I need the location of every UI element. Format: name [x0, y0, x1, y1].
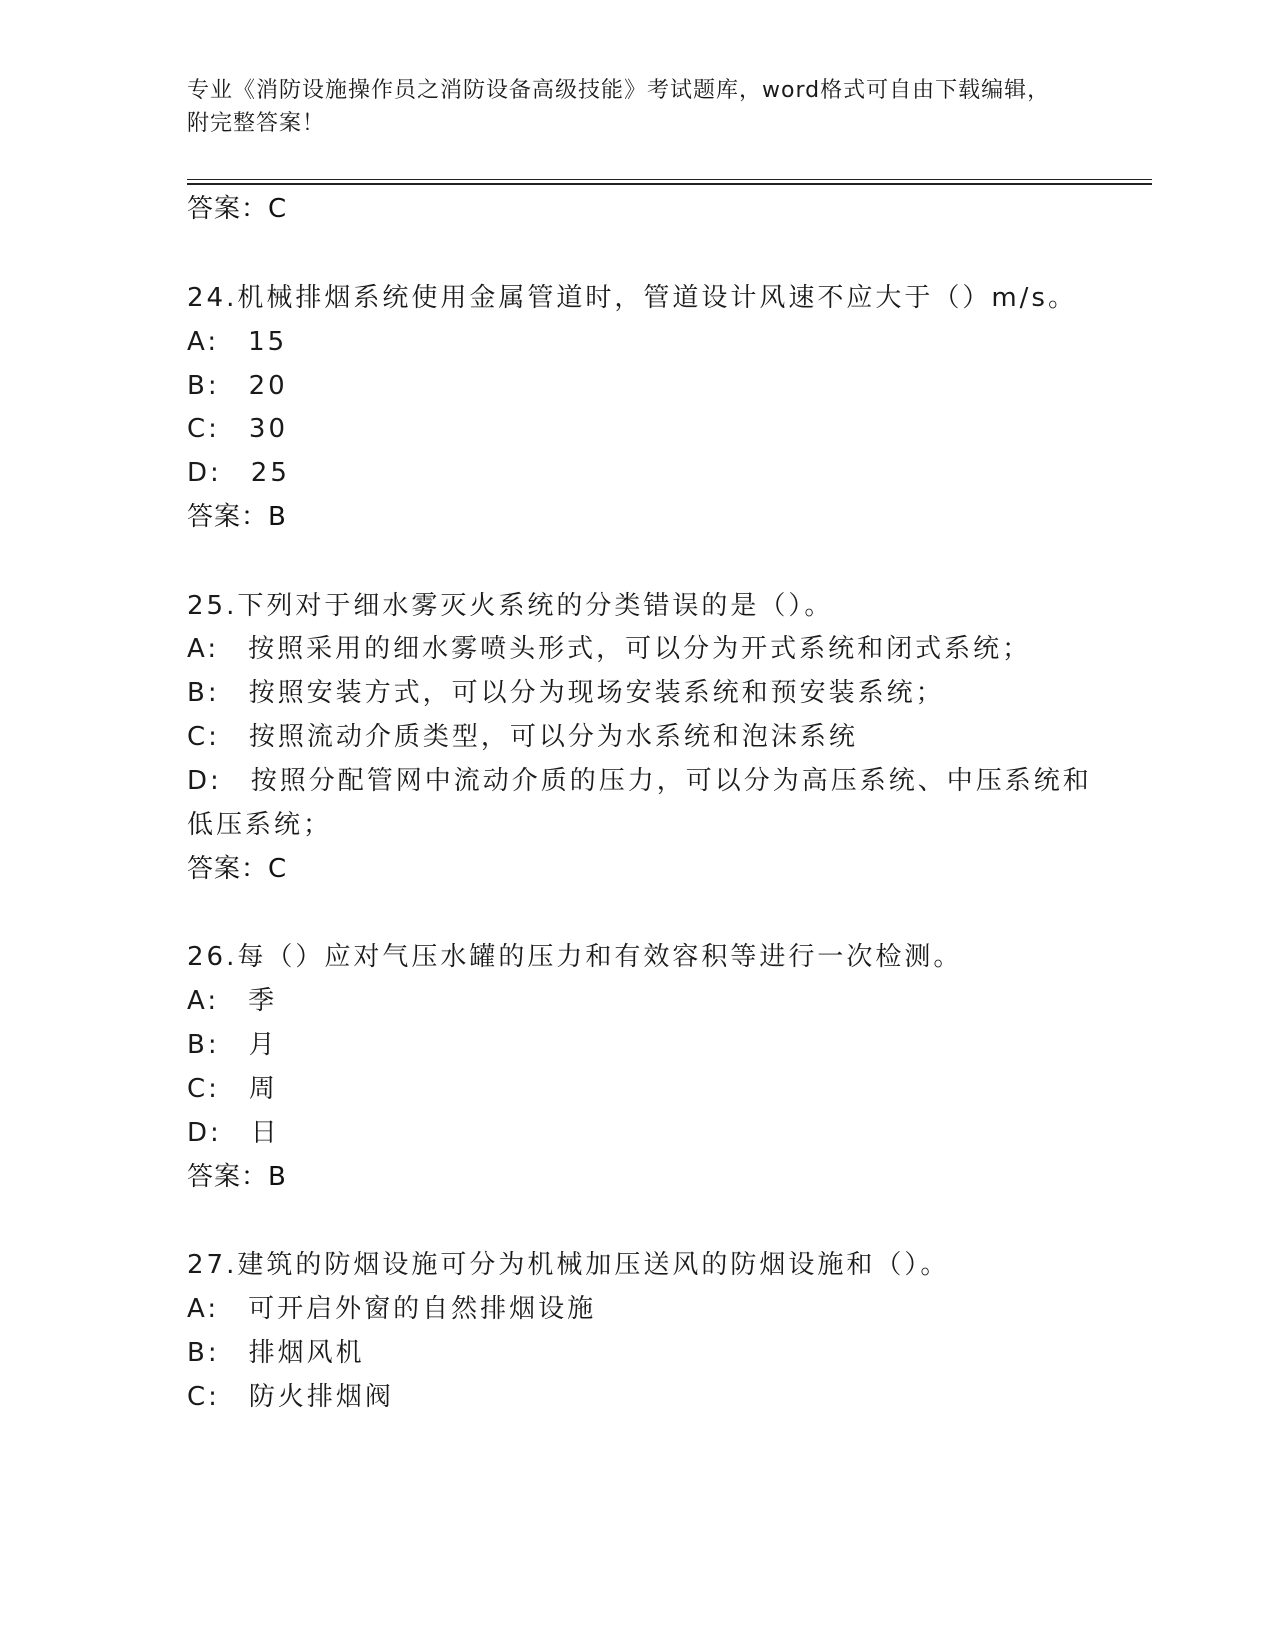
header-divider-thick — [187, 183, 1152, 185]
question-24-answer: 答案：B — [187, 502, 287, 532]
question-24-option-d: D: 25 — [187, 458, 290, 488]
document-header: 专业《消防设施操作员之消防设备高级技能》考试题库，word格式可自由下载编辑，附完整答案！ — [187, 78, 1051, 136]
question-27-option-c: C: 防火排烟阀 — [187, 1382, 394, 1412]
question-27-option-b: B: 排烟风机 — [187, 1338, 365, 1368]
question-25-stem: 25.下列对于细水雾灭火系统的分类错误的是（）。 — [187, 591, 834, 621]
question-26-option-b: B: 月 — [187, 1030, 278, 1060]
question-26-option-a: A: 季 — [187, 986, 278, 1016]
question-24-option-a: A: 15 — [187, 327, 288, 357]
question-25-option-c: C: 按照流动介质类型，可以分为水系统和泡沫系统 — [187, 722, 858, 752]
question-25-option-a: A: 按照采用的细水雾喷头形式，可以分为开式系统和闭式系统； — [187, 634, 1032, 664]
question-26-option-c: C: 周 — [187, 1074, 278, 1104]
question-24-option-b: B: 20 — [187, 371, 288, 401]
question-27-option-a: A: 可开启外窗的自然排烟设施 — [187, 1294, 597, 1324]
question-25-answer: 答案：C — [187, 854, 288, 884]
question-27-stem: 27.建筑的防烟设施可分为机械加压送风的防烟设施和（）。 — [187, 1250, 950, 1280]
question-24-stem: 24.机械排烟系统使用金属管道时，管道设计风速不应大于（）m/s。 — [187, 283, 1077, 313]
question-26-option-d: D: 日 — [187, 1118, 280, 1148]
question-24-option-c: C: 30 — [187, 414, 288, 444]
question-25-option-b: B: 按照安装方式，可以分为现场安装系统和预安装系统； — [187, 678, 945, 708]
question-26-stem: 26.每（）应对气压水罐的压力和有效容积等进行一次检测。 — [187, 942, 963, 972]
question-26-answer: 答案：B — [187, 1162, 287, 1192]
previous-answer: 答案：C — [187, 194, 288, 224]
question-25-option-d: D: 按照分配管网中流动介质的压力，可以分为高压系统、中压系统和 — [187, 766, 1092, 796]
header-divider-thin — [187, 179, 1152, 180]
question-25-option-d-continued: 低压系统； — [187, 810, 333, 840]
